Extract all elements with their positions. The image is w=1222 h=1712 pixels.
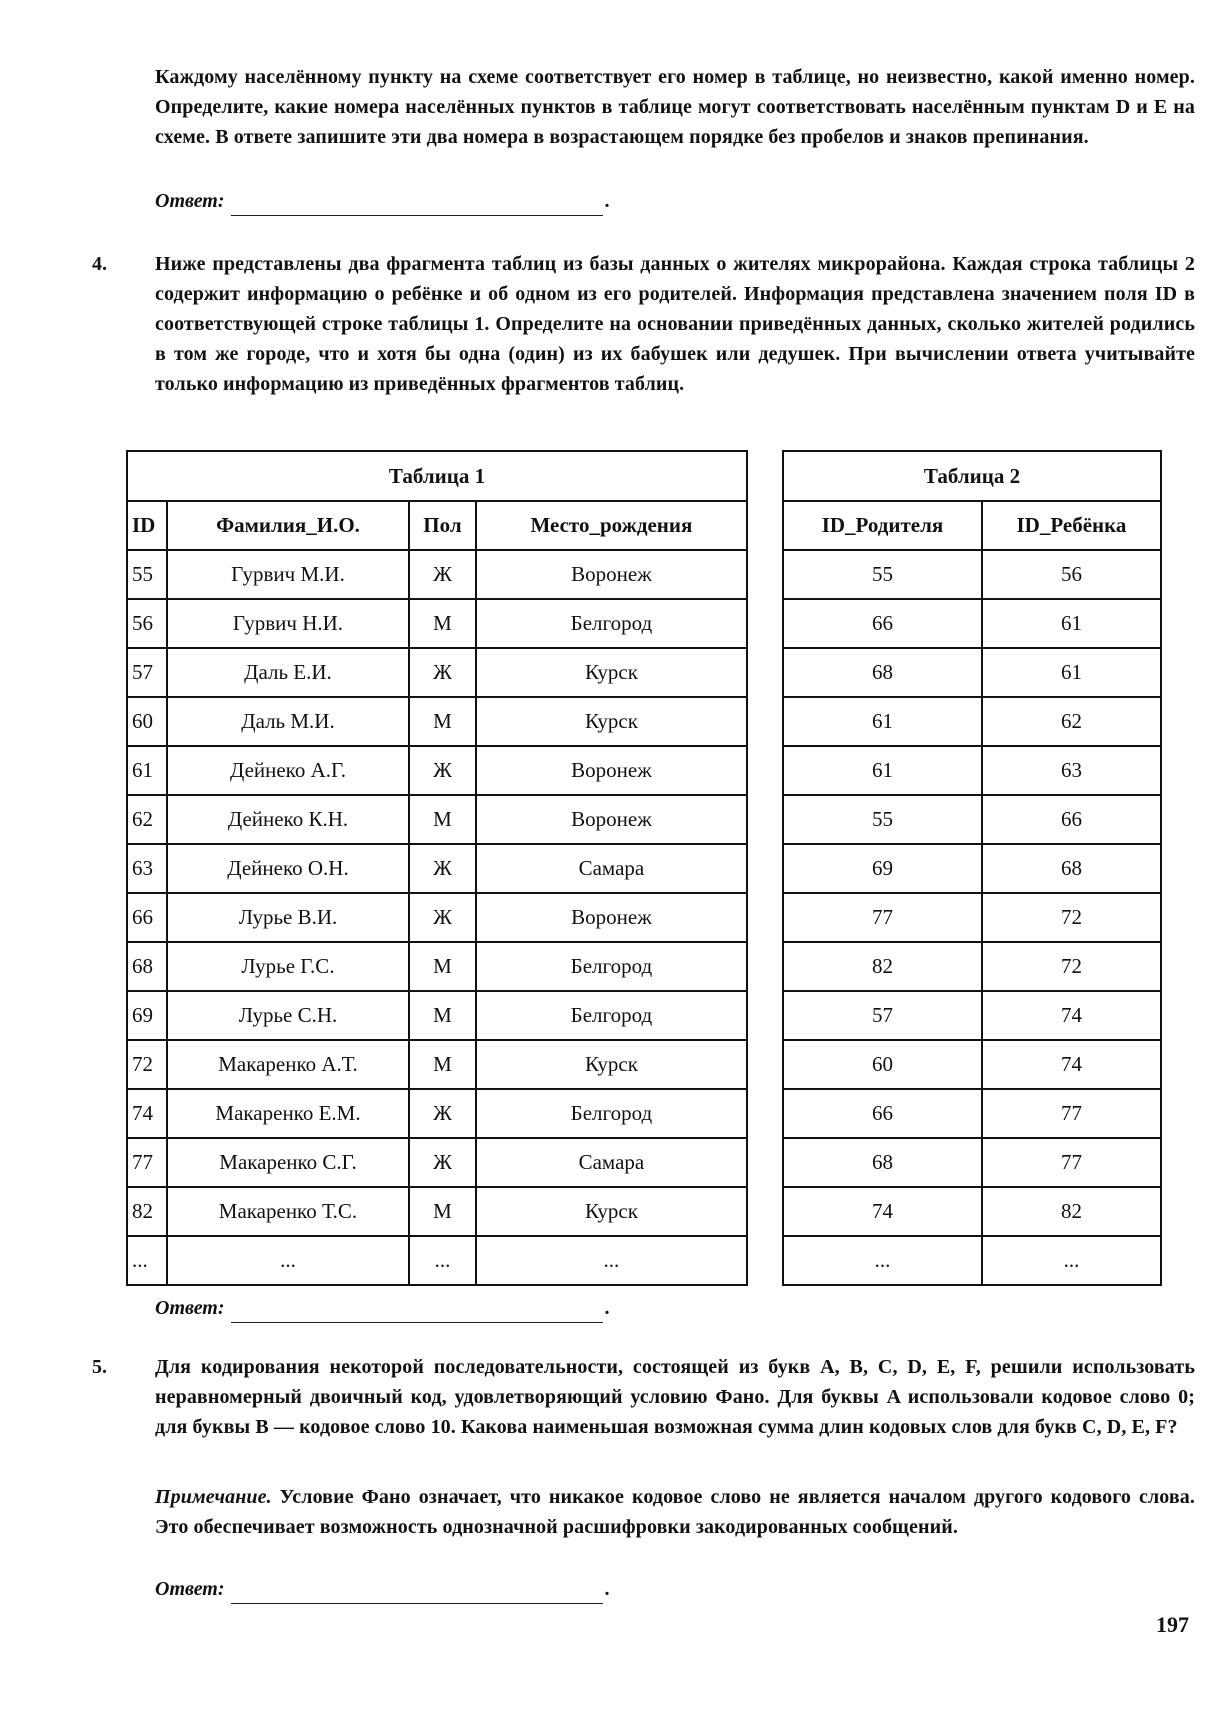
page-number: 197 (1156, 1612, 1189, 1637)
table-row (127, 1187, 747, 1236)
table-row (783, 991, 1161, 1040)
cell-id: 60 (127, 697, 167, 746)
answer-field[interactable] (231, 1581, 603, 1604)
cell-name: Дейнеко А.Г. (167, 746, 409, 795)
cell-name: Гурвич Н.И. (167, 599, 409, 648)
cell-name: ... (167, 1236, 409, 1285)
table-row (783, 550, 1161, 599)
table-row (127, 844, 747, 893)
answer-label: Ответ: (155, 1578, 225, 1600)
table-row (783, 1138, 1161, 1187)
table-row (783, 893, 1161, 942)
cell-child-id: 77 (982, 1089, 1161, 1138)
col-header-birthplace: Место_рождения (476, 501, 747, 550)
cell-parent-id: 66 (783, 599, 982, 648)
task4-number: 4. (92, 253, 107, 275)
task3-text: Каждому населённому пункту на схеме соответствует его номер в таблице, но неизвестно, какой именно номер. Определите, какие номера населённых пунктов в таблице могут соответствовать населённым пунктам D и E на схеме. В ответе запишите эти два номера в возрастающем порядке без пробелов и знаков препинания. (155, 66, 1195, 148)
col-header-sex: Пол (409, 501, 476, 550)
cell-id: 56 (127, 599, 167, 648)
cell-child-id: 61 (982, 599, 1161, 648)
task4-text: Ниже представлены два фрагмента таблиц из базы данных о жителях микрорайона. Каждая строка таблицы 2 содержит информацию о ребёнке и об одном из его родителей. Информация представлена значением поля ID в соответствующей строке таблицы 1. Определите на основании приведённых данных, сколько жителей родились в том же городе, что и хотя бы одна (один) из их бабушек или дедушек. При вычислении ответа учитывайте только информацию из приведённых фрагментов таблиц. (155, 253, 1195, 395)
cell-name: Макаренко Е.М. (167, 1089, 409, 1138)
cell-birthplace: Воронеж (476, 893, 747, 942)
table-row (783, 697, 1161, 746)
cell-child-id: 77 (982, 1138, 1161, 1187)
cell-parent-id: 66 (783, 1089, 982, 1138)
task3-answer: Ответ: . (155, 186, 610, 216)
cell-child-id: 62 (982, 697, 1161, 746)
cell-name: Лурье С.Н. (167, 991, 409, 1040)
cell-id: ... (127, 1236, 167, 1285)
cell-parent-id: 77 (783, 893, 982, 942)
cell-birthplace: Воронеж (476, 746, 747, 795)
table-row (127, 697, 747, 746)
cell-birthplace: ... (476, 1236, 747, 1285)
cell-sex: Ж (409, 550, 476, 599)
col-header-name: Фамилия_И.О. (167, 501, 409, 550)
cell-name: Макаренко Т.С. (167, 1187, 409, 1236)
table-row (127, 1089, 747, 1138)
table-row (783, 599, 1161, 648)
table-row (127, 746, 747, 795)
task5-answer: Ответ: . (155, 1574, 610, 1604)
cell-child-id: 61 (982, 648, 1161, 697)
cell-parent-id: 68 (783, 1138, 982, 1187)
cell-id: 77 (127, 1138, 167, 1187)
table-row (783, 795, 1161, 844)
table-row (783, 746, 1161, 795)
cell-id: 69 (127, 991, 167, 1040)
answer-field[interactable] (231, 1300, 603, 1323)
answer-label: Ответ: (155, 1297, 225, 1319)
cell-child-id: 66 (982, 795, 1161, 844)
cell-name: Гурвич М.И. (167, 550, 409, 599)
cell-sex: Ж (409, 648, 476, 697)
cell-name: Дейнеко О.Н. (167, 844, 409, 893)
cell-id: 63 (127, 844, 167, 893)
cell-sex: Ж (409, 746, 476, 795)
cell-child-id: ... (982, 1236, 1161, 1285)
task5-number: 5. (92, 1356, 107, 1378)
table-row (127, 942, 747, 991)
table-row (127, 991, 747, 1040)
cell-birthplace: Белгород (476, 599, 747, 648)
cell-child-id: 56 (982, 550, 1161, 599)
table-row (127, 550, 747, 599)
col-header-child-id: ID_Ребёнка (982, 501, 1161, 550)
cell-birthplace: Курск (476, 648, 747, 697)
table-2-title: Таблица 2 (783, 451, 1161, 501)
table-row (783, 844, 1161, 893)
cell-parent-id: 60 (783, 1040, 982, 1089)
cell-parent-id: 61 (783, 697, 982, 746)
table-1 (126, 450, 748, 1286)
cell-birthplace: Самара (476, 844, 747, 893)
table-row (783, 1236, 1161, 1285)
cell-sex: Ж (409, 1138, 476, 1187)
table-row (127, 599, 747, 648)
answer-label: Ответ: (155, 190, 225, 212)
cell-sex: М (409, 942, 476, 991)
cell-parent-id: 61 (783, 746, 982, 795)
cell-parent-id: ... (783, 1236, 982, 1285)
table-row (783, 1089, 1161, 1138)
note-text: Условие Фано означает, что никакое кодовое слово не является началом другого кодового слова. Это обеспечивает возможность однозначной расшифровки закодированных сообщений. (155, 1486, 1195, 1538)
task4-answer: Ответ: . (155, 1293, 610, 1323)
cell-id: 74 (127, 1089, 167, 1138)
cell-sex: Ж (409, 1089, 476, 1138)
cell-birthplace: Воронеж (476, 550, 747, 599)
cell-sex: М (409, 991, 476, 1040)
table-row (127, 893, 747, 942)
table-row (127, 1236, 747, 1285)
col-header-id: ID (127, 501, 167, 550)
note-label: Примечание. (155, 1486, 272, 1508)
cell-id: 62 (127, 795, 167, 844)
cell-name: Лурье В.И. (167, 893, 409, 942)
cell-child-id: 72 (982, 942, 1161, 991)
cell-sex: М (409, 697, 476, 746)
cell-id: 72 (127, 1040, 167, 1089)
task5-text: Для кодирования некоторой последовательности, состоящей из букв A, B, C, D, E, F, решили использовать неравномерный двоичный код, удовлетворяющий условию Фано. Для буквы A использовали кодовое слово 0; для буквы B — кодовое слово 10. Какова наименьшая возможная сумма длин кодовых слов для букв C, D, E, F? (155, 1356, 1195, 1438)
cell-id: 61 (127, 746, 167, 795)
cell-sex: ... (409, 1236, 476, 1285)
cell-child-id: 82 (982, 1187, 1161, 1236)
cell-child-id: 63 (982, 746, 1161, 795)
cell-sex: Ж (409, 844, 476, 893)
cell-birthplace: Курск (476, 1040, 747, 1089)
cell-child-id: 74 (982, 991, 1161, 1040)
cell-name: Макаренко С.Г. (167, 1138, 409, 1187)
table-row (127, 1138, 747, 1187)
cell-parent-id: 57 (783, 991, 982, 1040)
cell-parent-id: 69 (783, 844, 982, 893)
cell-name: Макаренко А.Т. (167, 1040, 409, 1089)
cell-id: 82 (127, 1187, 167, 1236)
cell-birthplace: Самара (476, 1138, 747, 1187)
cell-name: Даль Е.И. (167, 648, 409, 697)
table-row (127, 795, 747, 844)
cell-parent-id: 74 (783, 1187, 982, 1236)
cell-birthplace: Белгород (476, 991, 747, 1040)
table-2 (782, 450, 1162, 1286)
cell-id: 57 (127, 648, 167, 697)
table-2-header-row (783, 501, 1161, 550)
cell-sex: М (409, 599, 476, 648)
cell-sex: Ж (409, 893, 476, 942)
table-row (783, 942, 1161, 991)
cell-child-id: 68 (982, 844, 1161, 893)
cell-birthplace: Белгород (476, 942, 747, 991)
answer-field[interactable] (231, 193, 603, 216)
cell-sex: М (409, 795, 476, 844)
cell-birthplace: Воронеж (476, 795, 747, 844)
col-header-parent-id: ID_Родителя (783, 501, 982, 550)
table-row (783, 648, 1161, 697)
cell-parent-id: 82 (783, 942, 982, 991)
table-row (127, 648, 747, 697)
table-row (783, 1040, 1161, 1089)
cell-sex: М (409, 1040, 476, 1089)
cell-child-id: 74 (982, 1040, 1161, 1089)
cell-name: Лурье Г.С. (167, 942, 409, 991)
cell-parent-id: 68 (783, 648, 982, 697)
cell-id: 66 (127, 893, 167, 942)
cell-id: 55 (127, 550, 167, 599)
cell-birthplace: Белгород (476, 1089, 747, 1138)
cell-birthplace: Курск (476, 697, 747, 746)
cell-id: 68 (127, 942, 167, 991)
cell-birthplace: Курск (476, 1187, 747, 1236)
cell-name: Даль М.И. (167, 697, 409, 746)
cell-child-id: 72 (982, 893, 1161, 942)
cell-sex: М (409, 1187, 476, 1236)
table-row (783, 1187, 1161, 1236)
cell-parent-id: 55 (783, 795, 982, 844)
table-1-title: Таблица 1 (127, 451, 747, 501)
cell-parent-id: 55 (783, 550, 982, 599)
task5-note (155, 1482, 1195, 1542)
table-1-header-row (127, 501, 747, 550)
table-row (127, 1040, 747, 1089)
cell-name: Дейнеко К.Н. (167, 795, 409, 844)
